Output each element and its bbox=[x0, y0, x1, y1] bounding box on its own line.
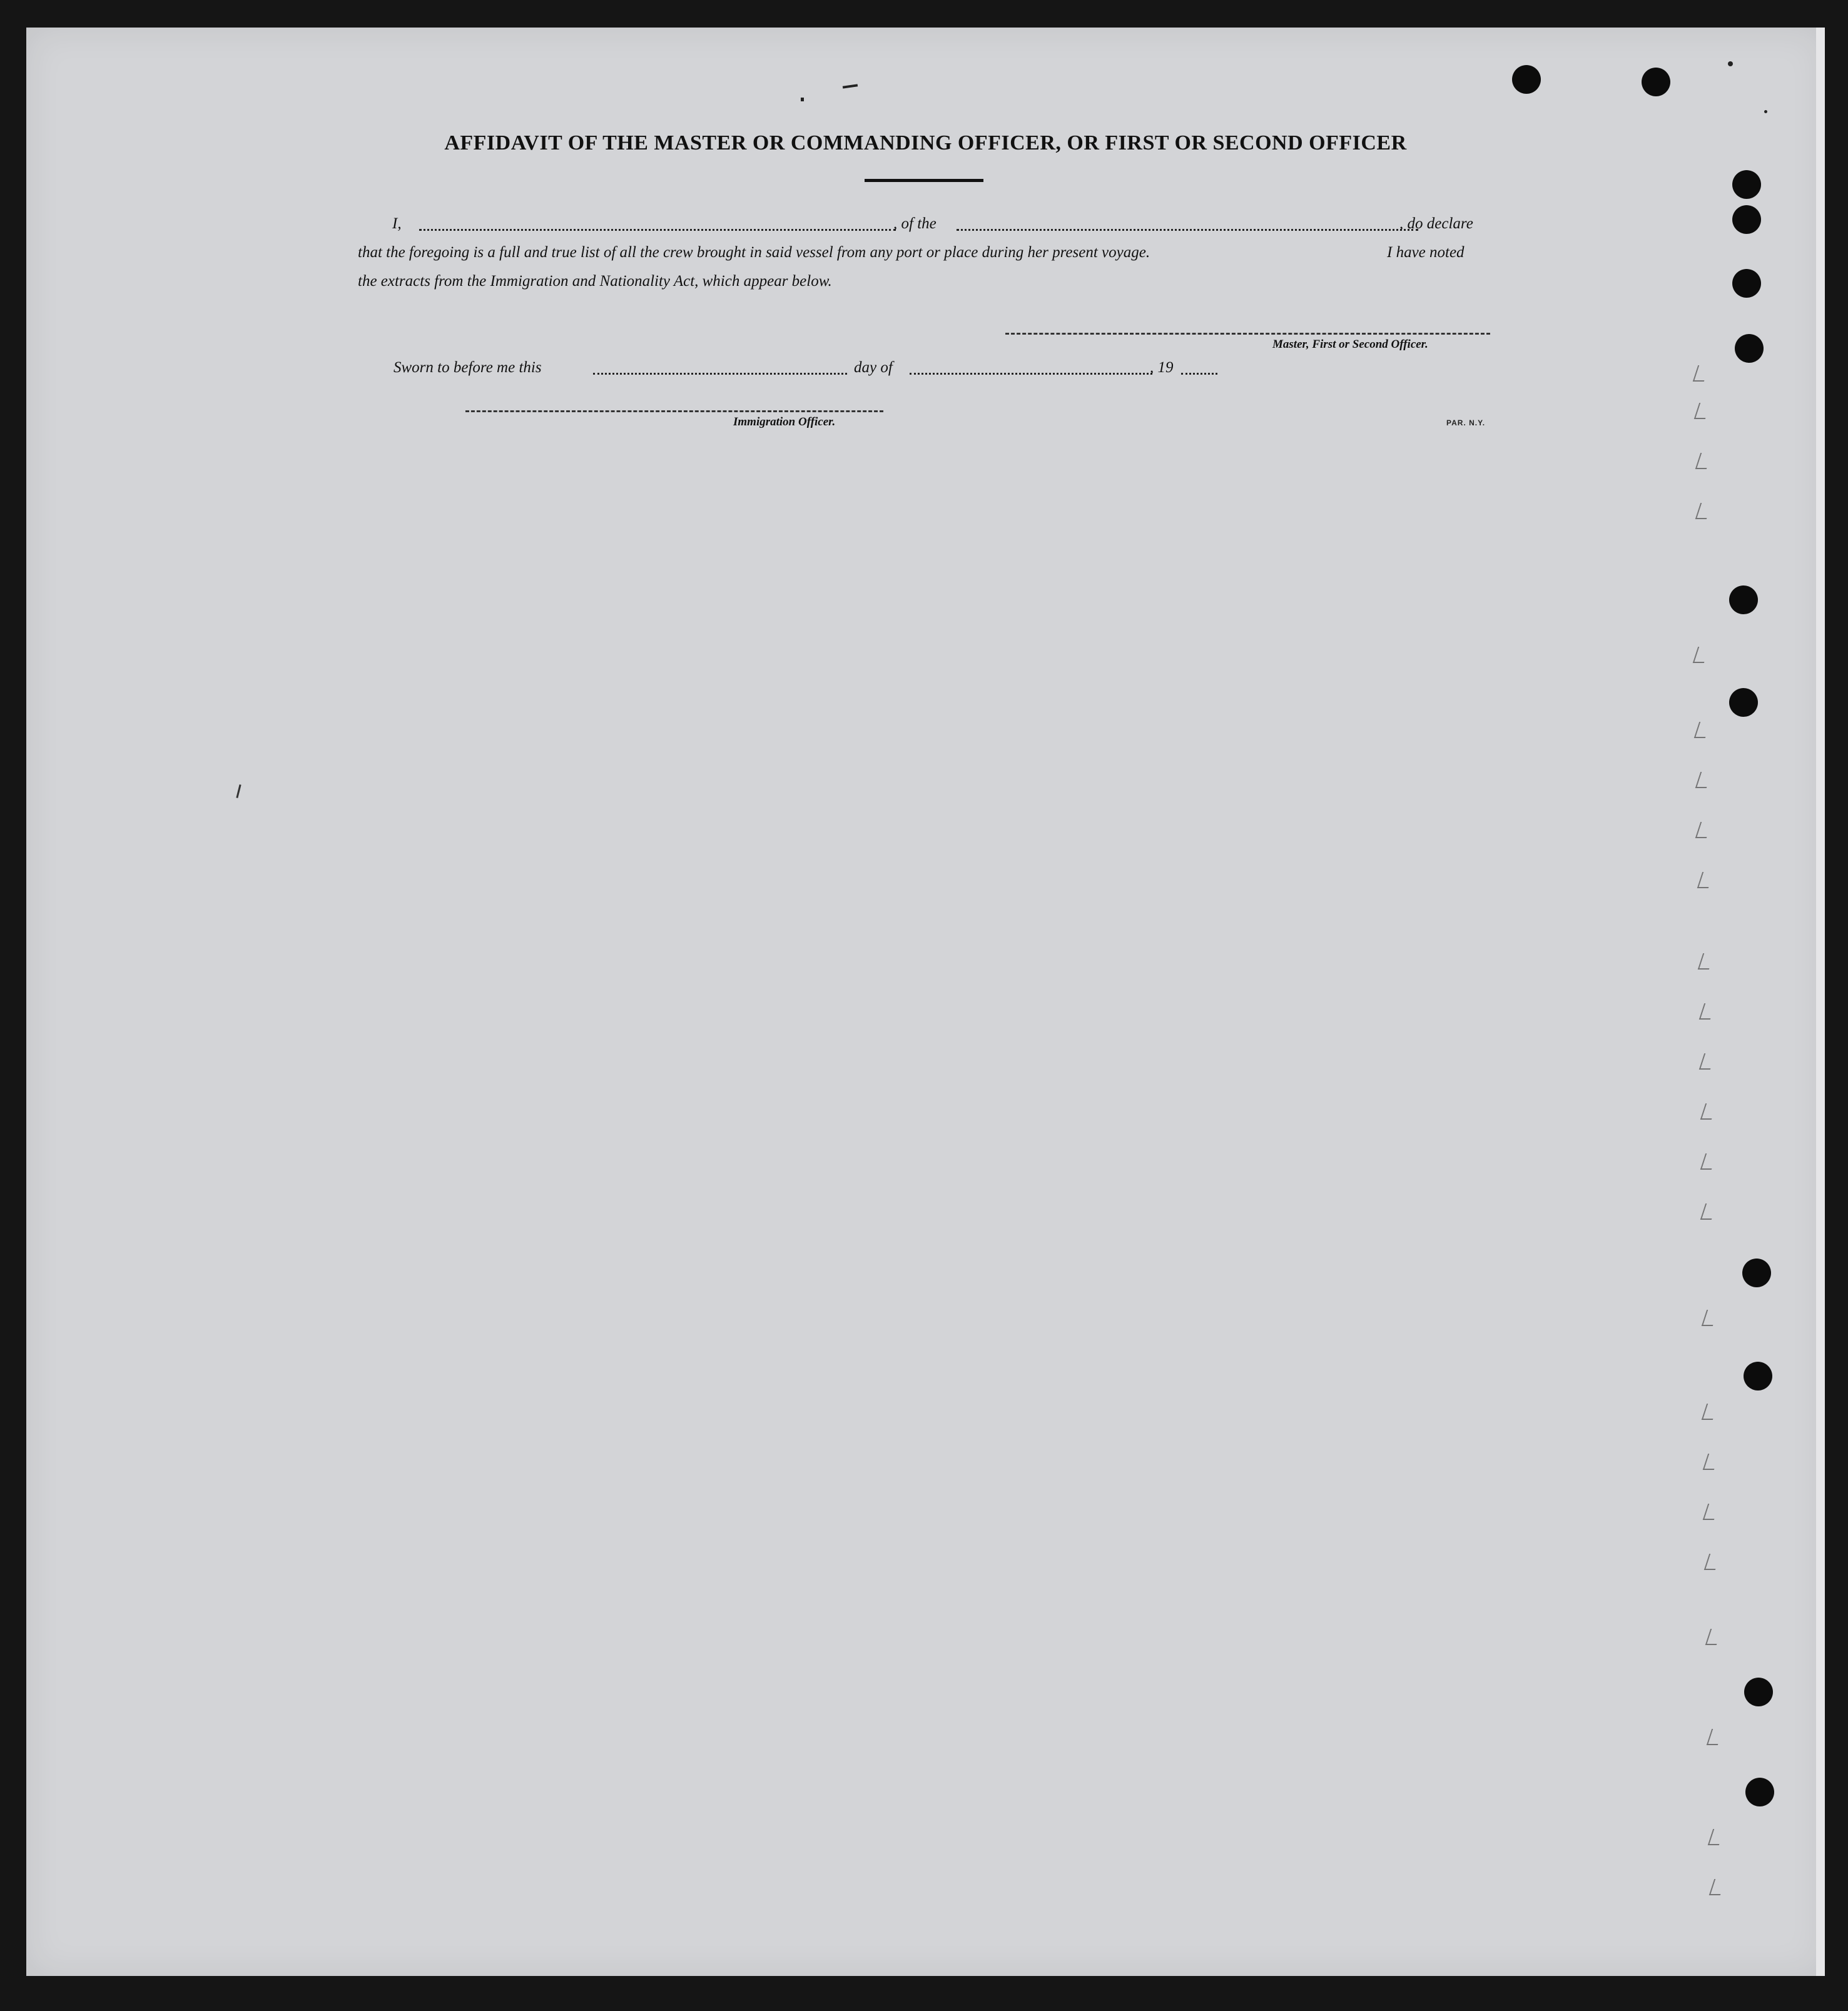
punch-hole bbox=[1732, 269, 1761, 298]
ink-speck bbox=[843, 84, 858, 88]
check-mark bbox=[1707, 1729, 1723, 1745]
check-mark bbox=[1694, 403, 1710, 419]
ink-speck bbox=[1728, 61, 1733, 66]
immigration-officer-line bbox=[465, 410, 883, 412]
declaration-line-3: the extracts from the Immigration and Nationality Act, which appear below. bbox=[358, 273, 832, 290]
punch-hole bbox=[1744, 1678, 1773, 1706]
check-mark bbox=[1698, 953, 1714, 970]
punch-hole bbox=[1732, 205, 1761, 234]
check-mark bbox=[1703, 1454, 1719, 1470]
vessel-blank-line bbox=[957, 229, 1418, 231]
check-mark bbox=[1700, 1203, 1717, 1220]
check-mark bbox=[1709, 1879, 1725, 1895]
punch-hole bbox=[1735, 334, 1764, 363]
ink-speck bbox=[1764, 110, 1767, 113]
check-mark bbox=[1695, 503, 1712, 519]
declaration-line-2: that the foregoing is a full and true list of all the crew brought in said vessel from any port or place during her present voyage. bbox=[358, 244, 1150, 261]
punch-hole bbox=[1512, 65, 1541, 94]
name-blank-line bbox=[419, 229, 896, 231]
sworn-year-prefix: , 19 bbox=[1150, 359, 1174, 376]
sworn-day-of: day of bbox=[854, 359, 893, 376]
sworn-month-blank-line bbox=[910, 373, 1152, 375]
check-mark bbox=[1702, 1310, 1718, 1326]
check-mark bbox=[1695, 453, 1712, 469]
punch-hole bbox=[1744, 1362, 1772, 1390]
check-mark bbox=[1699, 1053, 1715, 1070]
check-mark bbox=[1708, 1829, 1724, 1845]
declaration-do-declare: , do declare bbox=[1399, 215, 1473, 232]
check-mark bbox=[1695, 772, 1712, 788]
sworn-year-blank-line bbox=[1181, 373, 1217, 375]
check-mark bbox=[1700, 1153, 1717, 1170]
check-mark bbox=[1703, 1504, 1719, 1520]
punch-hole bbox=[1742, 1259, 1771, 1287]
title-underline bbox=[865, 179, 983, 182]
punch-hole bbox=[1729, 688, 1758, 717]
check-mark bbox=[1693, 647, 1709, 663]
check-mark bbox=[1697, 872, 1713, 888]
immigration-officer-caption: Immigration Officer. bbox=[733, 415, 836, 428]
declaration-pronoun: I, bbox=[392, 215, 402, 232]
check-mark bbox=[1702, 1404, 1718, 1420]
ink-speck bbox=[801, 98, 804, 101]
declaration-of-the: , of the bbox=[893, 215, 937, 232]
form-code: PAR. N.Y. bbox=[1446, 418, 1486, 427]
punch-hole bbox=[1729, 585, 1758, 614]
ink-speck bbox=[236, 784, 241, 798]
declaration-line-2-end: I have noted bbox=[1387, 244, 1465, 261]
check-mark bbox=[1705, 1629, 1722, 1645]
check-mark bbox=[1693, 365, 1709, 382]
sworn-prefix: Sworn to before me this bbox=[393, 359, 542, 376]
check-mark bbox=[1699, 1003, 1715, 1020]
master-signature-caption: Master, First or Second Officer. bbox=[1272, 338, 1428, 351]
punch-hole bbox=[1745, 1778, 1774, 1806]
check-mark bbox=[1704, 1554, 1720, 1570]
sworn-day-blank-line bbox=[593, 373, 847, 375]
master-signature-line bbox=[1005, 333, 1490, 335]
check-mark bbox=[1694, 722, 1710, 738]
check-mark bbox=[1700, 1103, 1717, 1120]
document-page bbox=[26, 28, 1825, 1976]
punch-hole bbox=[1732, 170, 1761, 199]
punch-hole bbox=[1642, 68, 1670, 96]
affidavit-title: AFFIDAVIT OF THE MASTER OR COMMANDING OFFICER, OR FIRST OR SECOND OFFICER bbox=[444, 131, 1407, 154]
check-mark bbox=[1695, 822, 1712, 838]
